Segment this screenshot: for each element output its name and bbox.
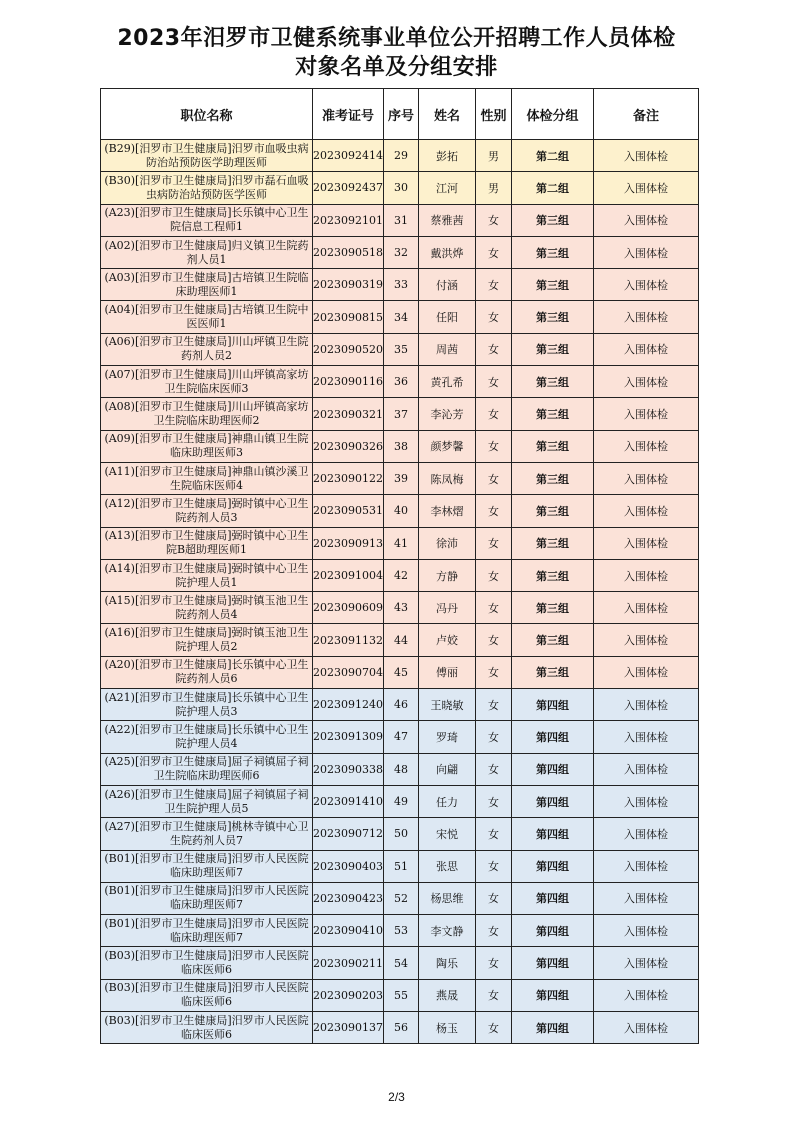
cell-position: (A25)[汨罗市卫生健康局]屈子祠镇屈子祠卫生院临床助理医师6 [101,753,313,785]
cell-seq: 52 [384,882,419,914]
cell-note: 入围体检 [594,527,699,559]
table-row [101,1012,699,1044]
table-row [101,915,699,947]
cell-name: 陈凤梅 [419,462,476,494]
cell-gender: 女 [476,721,512,753]
cell-note: 入围体检 [594,366,699,398]
cell-seq: 33 [384,269,419,301]
cell-group: 第三组 [512,269,594,301]
cell-name: 方静 [419,559,476,591]
cell-group: 第四组 [512,689,594,721]
header-name: 姓名 [419,89,476,140]
cell-name: 杨玉 [419,1012,476,1044]
cell-position: (B01)[汨罗市卫生健康局]汨罗市人民医院临床助理医师7 [101,915,313,947]
cell-gender: 女 [476,592,512,624]
cell-group: 第四组 [512,721,594,753]
cell-name: 杨思维 [419,882,476,914]
cell-seq: 35 [384,333,419,365]
header-position: 职位名称 [101,89,313,140]
cell-exam-no: 2023090122 [313,462,384,494]
cell-exam-no: 2023092101 [313,204,384,236]
table-row [101,495,699,527]
cell-seq: 55 [384,979,419,1011]
cell-position: (A26)[汨罗市卫生健康局]屈子祠镇屈子祠卫生院护理人员5 [101,785,313,817]
cell-group: 第三组 [512,430,594,462]
cell-group: 第二组 [512,172,594,204]
table-row [101,592,699,624]
cell-group: 第三组 [512,204,594,236]
cell-name: 傅丽 [419,656,476,688]
cell-exam-no: 2023090321 [313,398,384,430]
table-row [101,301,699,333]
cell-name: 付涵 [419,269,476,301]
cell-position: (A11)[汨罗市卫生健康局]神鼎山镇沙溪卫生院临床医师4 [101,462,313,494]
cell-gender: 女 [476,785,512,817]
cell-gender: 女 [476,689,512,721]
table-row [101,850,699,882]
cell-position: (A14)[汨罗市卫生健康局]弼时镇中心卫生院护理人员1 [101,559,313,591]
cell-group: 第三组 [512,559,594,591]
cell-exam-no: 2023090423 [313,882,384,914]
cell-seq: 29 [384,140,419,172]
cell-exam-no: 2023090116 [313,366,384,398]
cell-group: 第三组 [512,333,594,365]
cell-position: (A16)[汨罗市卫生健康局]弼时镇玉池卫生院护理人员2 [101,624,313,656]
cell-position: (A07)[汨罗市卫生健康局]川山坪镇高家坊卫生院临床医师3 [101,366,313,398]
cell-exam-no: 2023091240 [313,689,384,721]
cell-position: (B01)[汨罗市卫生健康局]汨罗市人民医院临床助理医师7 [101,882,313,914]
cell-note: 入围体检 [594,333,699,365]
cell-exam-no: 2023090520 [313,333,384,365]
cell-gender: 男 [476,140,512,172]
title-line-1: 2023年汨罗市卫健系统事业单位公开招聘工作人员体检 [117,26,676,51]
cell-seq: 42 [384,559,419,591]
cell-gender: 女 [476,624,512,656]
cell-group: 第四组 [512,850,594,882]
cell-seq: 45 [384,656,419,688]
cell-name: 李文静 [419,915,476,947]
cell-position: (B03)[汨罗市卫生健康局]汨罗市人民医院临床医师6 [101,979,313,1011]
cell-position: (A12)[汨罗市卫生健康局]弼时镇中心卫生院药剂人员3 [101,495,313,527]
cell-seq: 49 [384,785,419,817]
table-row [101,366,699,398]
cell-name: 燕晟 [419,979,476,1011]
cell-position: (A08)[汨罗市卫生健康局]川山坪镇高家坊卫生院临床助理医师2 [101,398,313,430]
cell-group: 第三组 [512,398,594,430]
table-row [101,204,699,236]
cell-group: 第三组 [512,656,594,688]
cell-gender: 女 [476,1012,512,1044]
cell-group: 第三组 [512,462,594,494]
cell-position: (A22)[汨罗市卫生健康局]长乐镇中心卫生院护理人员4 [101,721,313,753]
cell-exam-no: 2023090815 [313,301,384,333]
cell-exam-no: 2023090403 [313,850,384,882]
cell-name: 戴洪烨 [419,236,476,268]
cell-exam-no: 2023092437 [313,172,384,204]
cell-note: 入围体检 [594,140,699,172]
cell-seq: 53 [384,915,419,947]
cell-note: 入围体检 [594,850,699,882]
header-seq: 序号 [384,89,419,140]
title-line-2: 对象名单及分组安排 [295,55,498,80]
cell-exam-no: 2023090338 [313,753,384,785]
cell-name: 彭拓 [419,140,476,172]
cell-name: 李林熠 [419,495,476,527]
cell-position: (A04)[汨罗市卫生健康局]古培镇卫生院中医医师1 [101,301,313,333]
cell-gender: 女 [476,915,512,947]
cell-seq: 43 [384,592,419,624]
cell-exam-no: 2023090319 [313,269,384,301]
cell-seq: 32 [384,236,419,268]
cell-position: (A27)[汨罗市卫生健康局]桃林寺镇中心卫生院药剂人员7 [101,818,313,850]
cell-group: 第四组 [512,915,594,947]
cell-exam-no: 2023092414 [313,140,384,172]
cell-group: 第三组 [512,624,594,656]
cell-note: 入围体检 [594,624,699,656]
table-row [101,721,699,753]
cell-gender: 女 [476,430,512,462]
cell-name: 李沁芳 [419,398,476,430]
table-row [101,753,699,785]
cell-position: (B30)[汨罗市卫生健康局]汨罗市磊石血吸虫病防治站预防医学医师 [101,172,313,204]
cell-seq: 56 [384,1012,419,1044]
cell-note: 入围体检 [594,947,699,979]
cell-group: 第四组 [512,882,594,914]
cell-gender: 女 [476,979,512,1011]
cell-seq: 41 [384,527,419,559]
cell-position: (A02)[汨罗市卫生健康局]归义镇卫生院药剂人员1 [101,236,313,268]
cell-group: 第四组 [512,818,594,850]
header-group: 体检分组 [512,89,594,140]
table-row [101,140,699,172]
cell-note: 入围体检 [594,592,699,624]
cell-position: (A13)[汨罗市卫生健康局]弼时镇中心卫生院B超助理医师1 [101,527,313,559]
table-row [101,462,699,494]
cell-gender: 女 [476,656,512,688]
cell-name: 蔡雅茜 [419,204,476,236]
cell-seq: 39 [384,462,419,494]
table-row [101,979,699,1011]
cell-gender: 女 [476,753,512,785]
cell-note: 入围体检 [594,269,699,301]
cell-seq: 46 [384,689,419,721]
cell-exam-no: 2023090326 [313,430,384,462]
cell-name: 陶乐 [419,947,476,979]
cell-note: 入围体检 [594,495,699,527]
cell-note: 入围体检 [594,979,699,1011]
cell-note: 入围体检 [594,882,699,914]
cell-position: (B01)[汨罗市卫生健康局]汨罗市人民医院临床助理医师7 [101,850,313,882]
cell-position: (B29)[汨罗市卫生健康局]汨罗市血吸虫病防治站预防医学助理医师 [101,140,313,172]
cell-name: 卢姣 [419,624,476,656]
table-row [101,656,699,688]
table-row [101,882,699,914]
cell-group: 第四组 [512,1012,594,1044]
cell-group: 第二组 [512,140,594,172]
cell-group: 第四组 [512,947,594,979]
cell-note: 入围体检 [594,430,699,462]
cell-exam-no: 2023090137 [313,1012,384,1044]
cell-name: 张思 [419,850,476,882]
table-row [101,559,699,591]
cell-name: 宋悦 [419,818,476,850]
cell-note: 入围体检 [594,785,699,817]
cell-position: (A20)[汨罗市卫生健康局]长乐镇中心卫生院药剂人员6 [101,656,313,688]
document-title [0,24,793,82]
table-header-row [101,89,699,140]
cell-name: 任阳 [419,301,476,333]
cell-gender: 女 [476,559,512,591]
cell-group: 第四组 [512,785,594,817]
cell-position: (A06)[汨罗市卫生健康局]川山坪镇卫生院药剂人员2 [101,333,313,365]
table-row [101,785,699,817]
cell-seq: 47 [384,721,419,753]
cell-note: 入围体检 [594,818,699,850]
table-row [101,333,699,365]
cell-group: 第四组 [512,753,594,785]
cell-exam-no: 2023090704 [313,656,384,688]
cell-seq: 36 [384,366,419,398]
cell-exam-no: 2023090518 [313,236,384,268]
cell-seq: 30 [384,172,419,204]
table-row [101,236,699,268]
cell-exam-no: 2023090203 [313,979,384,1011]
cell-name: 向翩 [419,753,476,785]
header-exam-no: 准考证号 [313,89,384,140]
cell-note: 入围体检 [594,1012,699,1044]
table-body [101,140,699,1044]
cell-name: 周茜 [419,333,476,365]
cell-name: 颜梦馨 [419,430,476,462]
cell-name: 王晓敏 [419,689,476,721]
cell-exam-no: 2023090531 [313,495,384,527]
cell-gender: 女 [476,236,512,268]
cell-position: (A23)[汨罗市卫生健康局]长乐镇中心卫生院信息工程师1 [101,204,313,236]
cell-note: 入围体检 [594,204,699,236]
cell-group: 第三组 [512,495,594,527]
cell-position: (A09)[汨罗市卫生健康局]神鼎山镇卫生院临床助理医师3 [101,430,313,462]
cell-group: 第三组 [512,301,594,333]
cell-exam-no: 2023090913 [313,527,384,559]
header-note: 备注 [594,89,699,140]
cell-gender: 女 [476,947,512,979]
cell-gender: 女 [476,333,512,365]
cell-exam-no: 2023090211 [313,947,384,979]
cell-seq: 37 [384,398,419,430]
cell-gender: 女 [476,882,512,914]
table-row [101,624,699,656]
cell-seq: 54 [384,947,419,979]
cell-gender: 女 [476,527,512,559]
cell-note: 入围体检 [594,656,699,688]
cell-note: 入围体检 [594,559,699,591]
cell-note: 入围体检 [594,689,699,721]
cell-gender: 男 [476,172,512,204]
cell-gender: 女 [476,462,512,494]
cell-gender: 女 [476,204,512,236]
cell-note: 入围体检 [594,301,699,333]
cell-gender: 女 [476,818,512,850]
table-row [101,527,699,559]
page-number: 2/3 [388,1090,405,1104]
cell-group: 第三组 [512,527,594,559]
cell-position: (A21)[汨罗市卫生健康局]长乐镇中心卫生院护理人员3 [101,689,313,721]
table-row [101,430,699,462]
cell-exam-no: 2023090712 [313,818,384,850]
cell-note: 入围体检 [594,721,699,753]
cell-seq: 31 [384,204,419,236]
cell-group: 第三组 [512,236,594,268]
header-gender: 性别 [476,89,512,140]
cell-name: 任力 [419,785,476,817]
cell-gender: 女 [476,495,512,527]
cell-seq: 44 [384,624,419,656]
cell-seq: 38 [384,430,419,462]
exam-roster-table [100,88,699,1044]
cell-note: 入围体检 [594,462,699,494]
cell-exam-no: 2023091132 [313,624,384,656]
cell-position: (A03)[汨罗市卫生健康局]古培镇卫生院临床助理医师1 [101,269,313,301]
cell-name: 江河 [419,172,476,204]
cell-seq: 48 [384,753,419,785]
cell-gender: 女 [476,269,512,301]
table-row [101,269,699,301]
table-row [101,689,699,721]
cell-seq: 51 [384,850,419,882]
cell-note: 入围体检 [594,753,699,785]
cell-note: 入围体检 [594,172,699,204]
table-row [101,818,699,850]
cell-note: 入围体检 [594,915,699,947]
cell-exam-no: 2023091410 [313,785,384,817]
cell-gender: 女 [476,366,512,398]
table-row [101,947,699,979]
cell-exam-no: 2023090609 [313,592,384,624]
cell-note: 入围体检 [594,398,699,430]
cell-position: (B03)[汨罗市卫生健康局]汨罗市人民医院临床医师6 [101,1012,313,1044]
cell-position: (B03)[汨罗市卫生健康局]汨罗市人民医院临床医师6 [101,947,313,979]
cell-gender: 女 [476,301,512,333]
cell-exam-no: 2023090410 [313,915,384,947]
cell-exam-no: 2023091309 [313,721,384,753]
cell-group: 第四组 [512,979,594,1011]
cell-exam-no: 2023091004 [313,559,384,591]
cell-group: 第三组 [512,592,594,624]
cell-seq: 40 [384,495,419,527]
cell-name: 罗琦 [419,721,476,753]
cell-seq: 50 [384,818,419,850]
cell-name: 冯丹 [419,592,476,624]
cell-position: (A15)[汨罗市卫生健康局]弼时镇玉池卫生院药剂人员4 [101,592,313,624]
cell-note: 入围体检 [594,236,699,268]
cell-gender: 女 [476,850,512,882]
table-row [101,172,699,204]
cell-name: 黄孔希 [419,366,476,398]
cell-seq: 34 [384,301,419,333]
cell-gender: 女 [476,398,512,430]
cell-group: 第三组 [512,366,594,398]
table-row [101,398,699,430]
cell-name: 徐沛 [419,527,476,559]
